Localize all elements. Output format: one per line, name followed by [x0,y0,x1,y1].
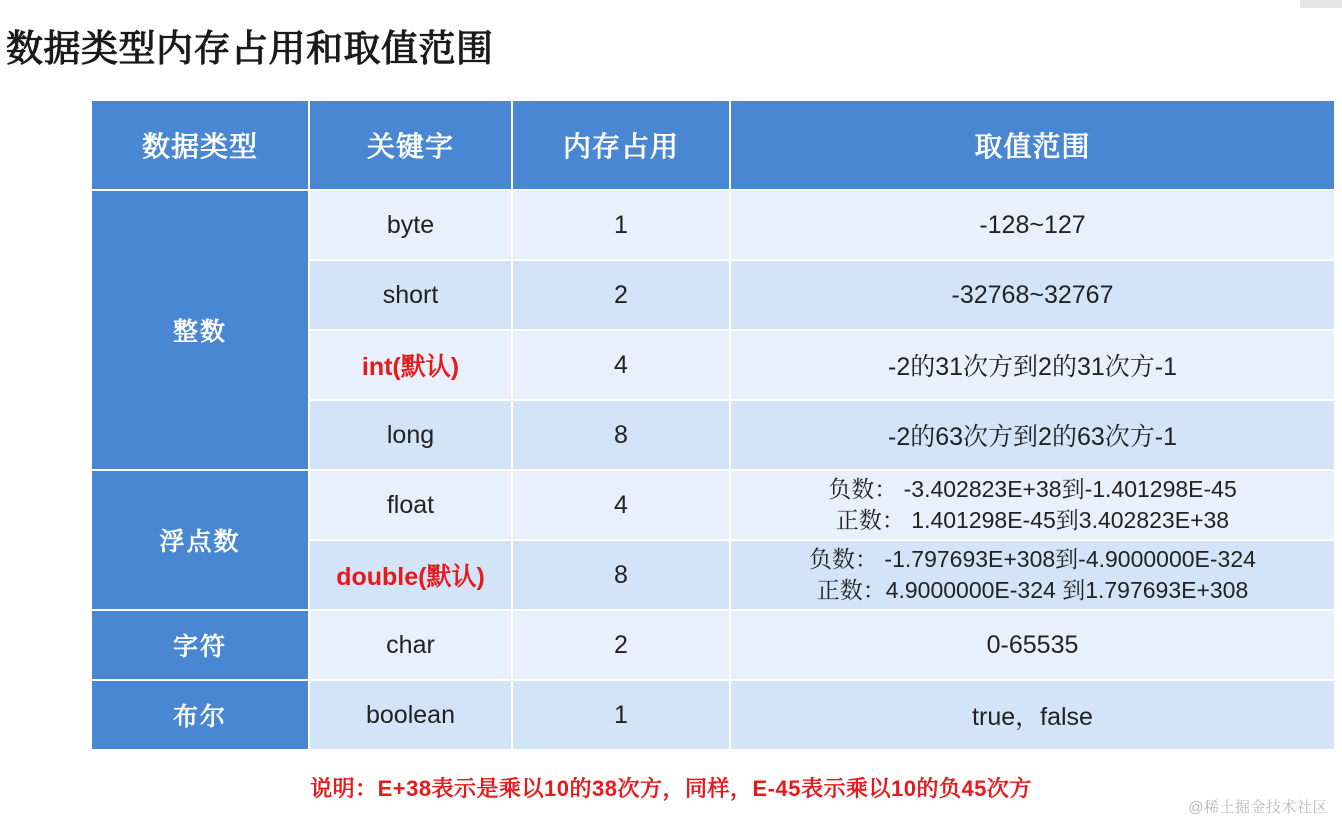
keyword-label: char [386,630,435,659]
keyword-cell [309,540,512,610]
memory-cell: 8 [512,400,730,470]
table-row [91,610,1335,680]
keyword-label: float [386,490,435,519]
column-header-datatype: 数据类型 [91,100,309,190]
keyword-cell [309,330,512,400]
keyword-label-default: int(默认) [361,353,460,381]
column-header-keyword: 关键字 [309,100,512,190]
range-cell [730,470,1335,540]
column-header-range: 取值范围 [730,100,1335,190]
memory-cell: 2 [512,610,730,680]
keyword-cell [309,610,512,680]
footnote: 说明：E+38表示是乘以10的38次方，同样，E-45表示乘以10的负45次方 [310,776,1032,801]
memory-cell: 1 [512,190,730,260]
range-line: 负数： -1.797693E+308到-4.9000000E-324 [809,545,1256,572]
range-cell [730,540,1335,610]
data-types-table [90,99,1336,751]
watermark: @稀土掘金技术社区 [1188,799,1328,816]
range-cell: -32768~32767 [730,260,1335,330]
top-right-nub [1300,0,1342,8]
range-line: 正数： 1.401298E-45到3.402823E+38 [835,507,1230,533]
memory-cell: 4 [512,330,730,400]
memory-cell: 2 [512,260,730,330]
keyword-cell [309,260,512,330]
keyword-label: boolean [366,700,455,729]
keyword-cell [309,680,512,750]
range-cell: -2的63次方到2的63次方-1 [730,400,1335,470]
range-line: 负数： -3.402823E+38到-1.401298E-45 [828,475,1237,502]
memory-cell: 1 [512,680,730,750]
column-header-memory: 内存占用 [512,100,730,190]
table-row [91,190,1335,260]
keyword-label: byte [386,210,435,239]
page-title: 数据类型内存占用和取值范围 [6,28,494,69]
range-line: 正数：4.9000000E-324 到1.797693E+308 [816,577,1249,603]
keyword-label-default: double(默认) [336,563,485,591]
keyword-label: short [382,280,439,309]
memory-cell: 8 [512,540,730,610]
category-cell-integer: 整数 [91,190,309,470]
range-cell: true，false [730,680,1335,750]
table-row [91,680,1335,750]
keyword-cell [309,190,512,260]
table-row [91,470,1335,540]
table-header-row [91,100,1335,190]
keyword-cell [309,470,512,540]
range-cell: -128~127 [730,190,1335,260]
category-cell-char: 字符 [91,610,309,680]
category-cell-boolean: 布尔 [91,680,309,750]
range-cell: 0-65535 [730,610,1335,680]
memory-cell: 4 [512,470,730,540]
range-cell: -2的31次方到2的31次方-1 [730,330,1335,400]
keyword-label: long [386,420,435,449]
category-cell-float: 浮点数 [91,470,309,610]
keyword-cell [309,400,512,470]
